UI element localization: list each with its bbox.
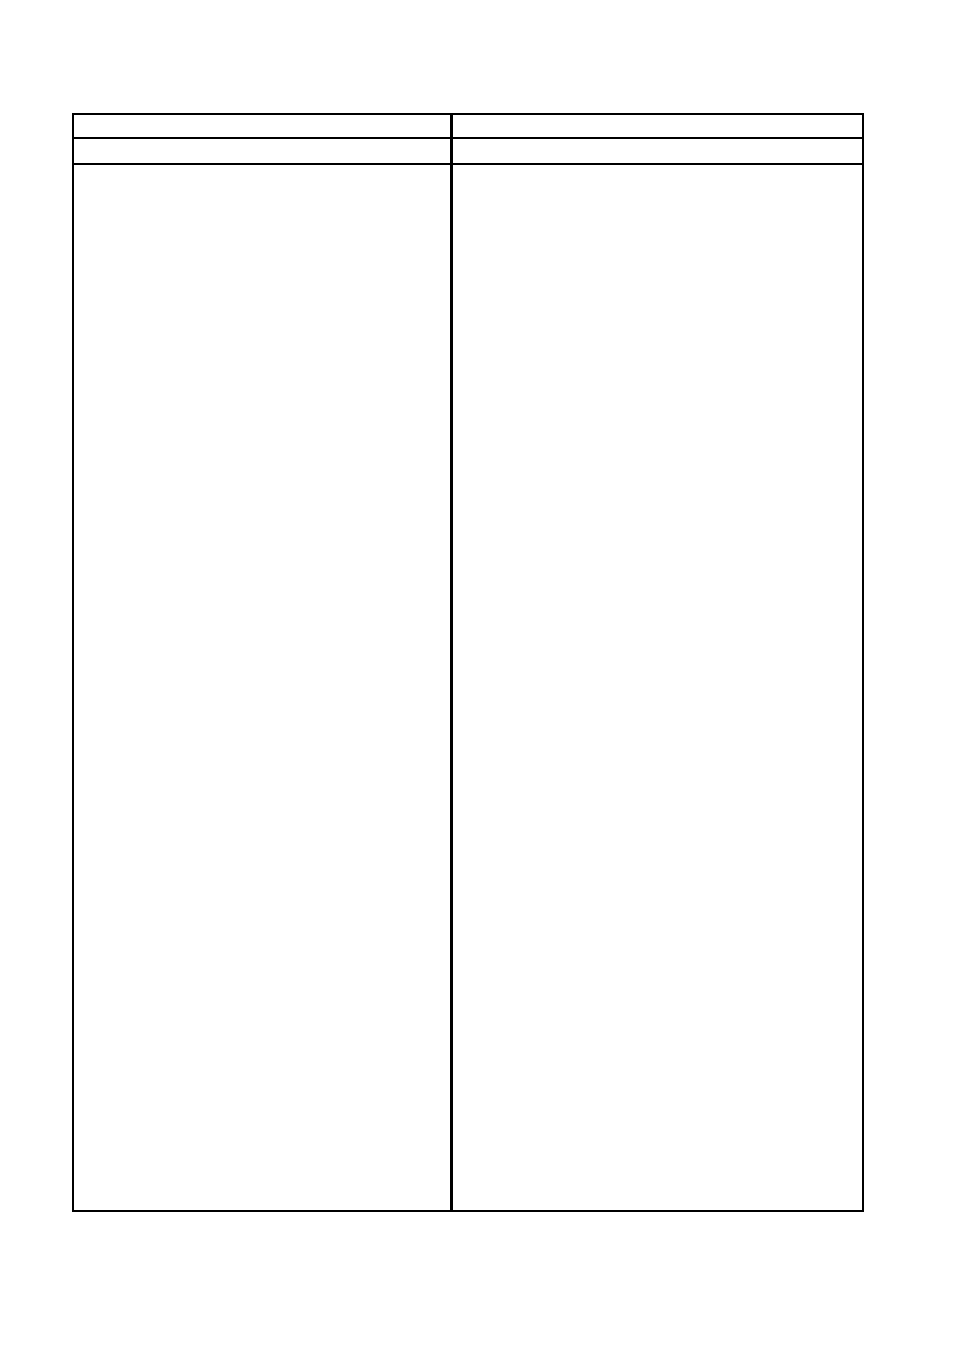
blank-header-row [453, 113, 864, 139]
column-divider [450, 113, 453, 1212]
column-header-row [72, 139, 450, 165]
column-header-row [453, 139, 864, 165]
table-border [72, 113, 864, 1212]
blank-header-row [72, 113, 450, 139]
vocabulary-table [72, 113, 864, 1212]
